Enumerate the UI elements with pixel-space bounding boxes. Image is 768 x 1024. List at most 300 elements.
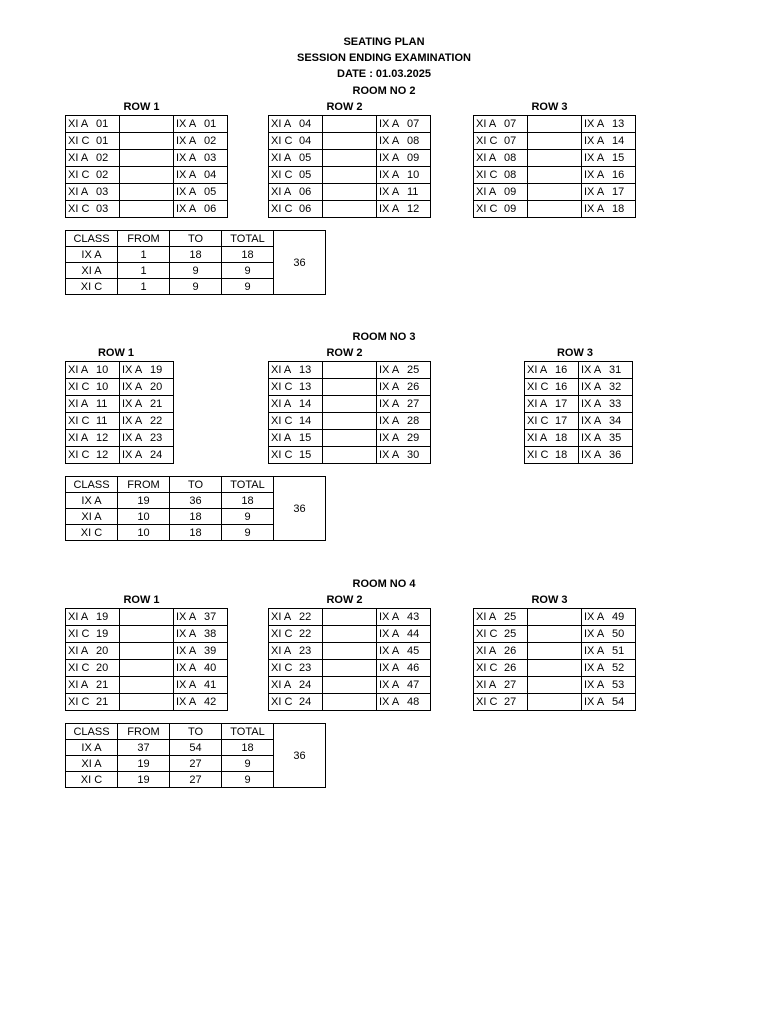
seat-cell (582, 677, 636, 694)
roll-number: 45 (407, 645, 420, 657)
seat-cell (174, 150, 228, 167)
class-code: IX A (379, 118, 400, 130)
seat-cell (269, 694, 323, 711)
summary-cell: XI C (66, 279, 118, 295)
class-code: IX A (379, 679, 400, 691)
seat-cell (377, 362, 431, 379)
seat-row (269, 660, 431, 677)
class-code: IX A (584, 169, 605, 181)
seat-row (269, 413, 431, 430)
summary-cell: 9 (222, 509, 274, 525)
seat-cell (377, 660, 431, 677)
row-label: ROW 3 (531, 594, 568, 606)
seat-row (474, 609, 636, 626)
seat-cell (66, 694, 120, 711)
empty-seat-cell (323, 660, 377, 677)
summary-cell: 9 (170, 263, 222, 279)
summary-header-cell: FROM (118, 724, 170, 740)
seat-cell (66, 643, 120, 660)
roll-number: 01 (204, 118, 217, 130)
seat-cell (66, 133, 120, 150)
roll-number: 20 (96, 645, 109, 657)
roll-number: 27 (407, 398, 420, 410)
class-code: XI C (527, 449, 549, 461)
roll-number: 03 (96, 186, 109, 198)
seat-row (525, 430, 633, 447)
roll-number: 18 (612, 203, 625, 215)
seat-cell (377, 116, 431, 133)
class-code: XI C (271, 381, 293, 393)
class-code: XI C (476, 135, 498, 147)
class-code: IX A (379, 662, 400, 674)
class-code: XI A (527, 364, 548, 376)
summary-cell: 18 (170, 247, 222, 263)
seat-cell (66, 396, 120, 413)
grand-total-cell: 36 (274, 724, 326, 788)
roll-number: 16 (555, 381, 568, 393)
class-code: XI C (68, 203, 90, 215)
roll-number: 10 (96, 381, 109, 393)
class-code: XI A (68, 611, 89, 623)
seat-cell (269, 660, 323, 677)
seat-table (65, 608, 228, 711)
seat-cell (269, 396, 323, 413)
roll-number: 19 (96, 628, 109, 640)
seat-cell (66, 116, 120, 133)
empty-seat-cell (120, 609, 174, 626)
seat-cell (269, 184, 323, 201)
seat-row (269, 430, 431, 447)
roll-number: 14 (299, 398, 312, 410)
seat-cell (377, 677, 431, 694)
roll-number: 09 (504, 203, 517, 215)
seat-row (269, 677, 431, 694)
document-title: SEATING PLAN (343, 36, 425, 48)
seat-row (269, 694, 431, 711)
roll-number: 06 (204, 203, 217, 215)
class-code: IX A (176, 203, 197, 215)
class-code: IX A (122, 381, 143, 393)
room-title: ROOM NO 3 (352, 331, 416, 343)
class-code: XI A (271, 152, 292, 164)
roll-number: 32 (609, 381, 622, 393)
class-code: IX A (584, 203, 605, 215)
seat-cell (66, 150, 120, 167)
seat-row (269, 643, 431, 660)
summary-cell: IX A (66, 493, 118, 509)
class-code: XI C (68, 662, 90, 674)
grand-total-cell: 36 (274, 477, 326, 541)
class-code: XI A (68, 152, 89, 164)
seat-row (269, 396, 431, 413)
roll-number: 26 (504, 662, 517, 674)
summary-header-row (66, 477, 326, 493)
seat-cell (66, 167, 120, 184)
seat-cell (66, 447, 120, 464)
class-code: XI A (476, 152, 497, 164)
summary-cell: IX A (66, 740, 118, 756)
seat-cell (582, 694, 636, 711)
class-code: XI C (527, 381, 549, 393)
seat-cell (269, 362, 323, 379)
class-code: XI A (271, 611, 292, 623)
class-code: XI C (68, 449, 90, 461)
empty-seat-cell (323, 396, 377, 413)
seat-cell (174, 201, 228, 218)
empty-seat-cell (120, 626, 174, 643)
empty-seat-cell (528, 643, 582, 660)
roll-number: 43 (407, 611, 420, 623)
row-label: ROW 2 (326, 594, 363, 606)
seat-cell (377, 201, 431, 218)
seat-row (66, 626, 228, 643)
roll-number: 13 (299, 381, 312, 393)
class-code: IX A (379, 432, 400, 444)
empty-seat-cell (120, 660, 174, 677)
class-code: IX A (379, 152, 400, 164)
roll-number: 07 (504, 118, 517, 130)
class-code: IX A (379, 364, 400, 376)
seat-cell (269, 379, 323, 396)
class-code: IX A (581, 398, 602, 410)
empty-seat-cell (323, 626, 377, 643)
class-code: XI C (271, 203, 293, 215)
class-code: XI C (476, 662, 498, 674)
seat-row (474, 167, 636, 184)
empty-seat-cell (528, 609, 582, 626)
roll-number: 23 (299, 645, 312, 657)
class-code: XI C (476, 169, 498, 181)
roll-number: 12 (96, 432, 109, 444)
class-code: IX A (584, 662, 605, 674)
roll-number: 12 (96, 449, 109, 461)
empty-seat-cell (323, 116, 377, 133)
seat-cell (474, 660, 528, 677)
roll-number: 15 (299, 432, 312, 444)
roll-number: 08 (504, 169, 517, 181)
empty-seat-cell (120, 116, 174, 133)
seat-cell (582, 116, 636, 133)
class-code: IX A (584, 611, 605, 623)
seat-cell (525, 396, 579, 413)
class-code: IX A (379, 645, 400, 657)
seat-cell (269, 609, 323, 626)
empty-seat-cell (528, 167, 582, 184)
seat-cell (174, 677, 228, 694)
seat-row (66, 201, 228, 218)
roll-number: 54 (612, 696, 625, 708)
seat-cell (474, 694, 528, 711)
class-code: XI C (476, 628, 498, 640)
seat-cell (120, 362, 174, 379)
roll-number: 10 (96, 364, 109, 376)
class-code: IX A (176, 645, 197, 657)
roll-number: 25 (504, 611, 517, 623)
seat-row (66, 660, 228, 677)
empty-seat-cell (323, 379, 377, 396)
roll-number: 07 (504, 135, 517, 147)
seat-cell (474, 643, 528, 660)
seat-row (269, 133, 431, 150)
empty-seat-cell (323, 362, 377, 379)
summary-cell: 54 (170, 740, 222, 756)
seat-cell (174, 694, 228, 711)
roll-number: 27 (504, 696, 517, 708)
seat-cell (174, 167, 228, 184)
seat-cell (582, 626, 636, 643)
class-code: XI A (68, 364, 89, 376)
seat-row (269, 116, 431, 133)
roll-number: 18 (555, 432, 568, 444)
class-code: XI A (68, 398, 89, 410)
class-code: XI A (476, 118, 497, 130)
summary-cell: 19 (118, 756, 170, 772)
seat-cell (120, 447, 174, 464)
class-code: XI A (476, 611, 497, 623)
class-code: IX A (176, 135, 197, 147)
seat-cell (377, 396, 431, 413)
seat-cell (474, 133, 528, 150)
seat-cell (174, 609, 228, 626)
summary-cell: XI C (66, 772, 118, 788)
empty-seat-cell (323, 201, 377, 218)
seat-row (474, 184, 636, 201)
seat-cell (525, 379, 579, 396)
class-code: XI C (271, 662, 293, 674)
roll-number: 16 (612, 169, 625, 181)
roll-number: 36 (609, 449, 622, 461)
roll-number: 20 (150, 381, 163, 393)
seat-cell (579, 396, 633, 413)
seat-row (474, 201, 636, 218)
empty-seat-cell (323, 167, 377, 184)
roll-number: 06 (299, 186, 312, 198)
seat-cell (474, 626, 528, 643)
seat-cell (582, 184, 636, 201)
seat-row (269, 150, 431, 167)
roll-number: 39 (204, 645, 217, 657)
summary-cell: 9 (222, 525, 274, 541)
seat-cell (269, 150, 323, 167)
empty-seat-cell (120, 201, 174, 218)
seat-cell (582, 201, 636, 218)
summary-cell: 19 (118, 493, 170, 509)
roll-number: 18 (555, 449, 568, 461)
roll-number: 23 (150, 432, 163, 444)
class-code: IX A (176, 679, 197, 691)
class-code: IX A (584, 152, 605, 164)
class-code: IX A (379, 415, 400, 427)
roll-number: 52 (612, 662, 625, 674)
summary-cell: 18 (170, 509, 222, 525)
class-code: XI C (271, 415, 293, 427)
seat-cell (377, 447, 431, 464)
seat-row (269, 626, 431, 643)
roll-number: 05 (299, 152, 312, 164)
summary-table (65, 476, 326, 541)
class-code: XI A (271, 118, 292, 130)
class-code: IX A (122, 364, 143, 376)
empty-seat-cell (323, 643, 377, 660)
seat-row (269, 609, 431, 626)
roll-number: 13 (299, 364, 312, 376)
class-code: IX A (176, 118, 197, 130)
class-code: IX A (379, 696, 400, 708)
seat-cell (269, 201, 323, 218)
roll-number: 17 (555, 398, 568, 410)
seat-cell (579, 362, 633, 379)
class-code: IX A (176, 152, 197, 164)
roll-number: 37 (204, 611, 217, 623)
seat-cell (582, 660, 636, 677)
seat-row (474, 150, 636, 167)
seat-cell (269, 133, 323, 150)
roll-number: 31 (609, 364, 622, 376)
empty-seat-cell (323, 447, 377, 464)
summary-cell: 19 (118, 772, 170, 788)
seat-table (268, 361, 431, 464)
seat-cell (66, 430, 120, 447)
class-code: XI C (476, 696, 498, 708)
roll-number: 23 (299, 662, 312, 674)
empty-seat-cell (528, 150, 582, 167)
summary-cell: XI C (66, 525, 118, 541)
roll-number: 24 (150, 449, 163, 461)
class-code: IX A (122, 432, 143, 444)
class-code: XI C (271, 696, 293, 708)
seat-cell (269, 626, 323, 643)
seat-row (66, 116, 228, 133)
class-code: IX A (379, 449, 400, 461)
seat-cell (579, 413, 633, 430)
class-code: XI A (68, 432, 89, 444)
seat-row (66, 167, 228, 184)
roll-number: 09 (504, 186, 517, 198)
roll-number: 14 (612, 135, 625, 147)
roll-number: 48 (407, 696, 420, 708)
empty-seat-cell (528, 116, 582, 133)
roll-number: 24 (299, 679, 312, 691)
roll-number: 17 (555, 415, 568, 427)
seat-cell (474, 201, 528, 218)
seat-cell (579, 447, 633, 464)
class-code: XI A (68, 645, 89, 657)
empty-seat-cell (120, 167, 174, 184)
exam-date: DATE : 01.03.2025 (337, 68, 431, 80)
summary-header-cell: TO (170, 477, 222, 493)
summary-cell: 18 (222, 493, 274, 509)
class-code: XI A (271, 432, 292, 444)
empty-seat-cell (323, 694, 377, 711)
roll-number: 49 (612, 611, 625, 623)
seat-cell (525, 362, 579, 379)
seat-cell (174, 660, 228, 677)
summary-header-cell: FROM (118, 231, 170, 247)
summary-table (65, 723, 326, 788)
summary-header-row (66, 231, 326, 247)
seat-cell (377, 694, 431, 711)
seat-row (474, 643, 636, 660)
class-code: IX A (379, 398, 400, 410)
seat-row (474, 660, 636, 677)
seat-row (66, 609, 228, 626)
row-label: ROW 1 (97, 347, 135, 359)
seat-row (525, 447, 633, 464)
summary-cell: 37 (118, 740, 170, 756)
seat-row (474, 116, 636, 133)
class-code: IX A (581, 449, 602, 461)
empty-seat-cell (528, 201, 582, 218)
roll-number: 04 (204, 169, 217, 181)
summary-cell: 9 (170, 279, 222, 295)
class-code: XI C (68, 696, 90, 708)
seat-cell (66, 660, 120, 677)
seat-cell (377, 184, 431, 201)
seat-row (474, 677, 636, 694)
roll-number: 42 (204, 696, 217, 708)
seat-row (525, 413, 633, 430)
seat-row (66, 694, 228, 711)
roll-number: 34 (609, 415, 622, 427)
roll-number: 10 (407, 169, 420, 181)
class-code: IX A (379, 611, 400, 623)
seat-table (473, 115, 636, 218)
class-code: XI A (476, 679, 497, 691)
seat-row (269, 362, 431, 379)
roll-number: 04 (299, 118, 312, 130)
roll-number: 21 (96, 679, 109, 691)
seat-cell (174, 133, 228, 150)
roll-number: 17 (612, 186, 625, 198)
seat-row (474, 133, 636, 150)
roll-number: 25 (407, 364, 420, 376)
seat-cell (269, 677, 323, 694)
seat-cell (377, 626, 431, 643)
roll-number: 22 (299, 611, 312, 623)
summary-cell: 18 (222, 247, 274, 263)
class-code: IX A (379, 186, 400, 198)
row-label: ROW 3 (531, 101, 568, 113)
class-code: XI C (68, 381, 90, 393)
roll-number: 21 (150, 398, 163, 410)
roll-number: 04 (299, 135, 312, 147)
seat-cell (120, 430, 174, 447)
class-code: IX A (379, 381, 400, 393)
class-code: XI A (68, 186, 89, 198)
seat-table (65, 115, 228, 218)
seat-cell (377, 430, 431, 447)
roll-number: 02 (96, 169, 109, 181)
class-code: IX A (584, 186, 605, 198)
roll-number: 24 (299, 696, 312, 708)
class-code: IX A (176, 611, 197, 623)
seat-cell (66, 379, 120, 396)
seat-table (268, 115, 431, 218)
summary-cell: 36 (170, 493, 222, 509)
class-code: XI A (476, 186, 497, 198)
seat-table (524, 361, 633, 464)
roll-number: 02 (96, 152, 109, 164)
seat-row (66, 184, 228, 201)
empty-seat-cell (120, 643, 174, 660)
seat-cell (269, 167, 323, 184)
roll-number: 35 (609, 432, 622, 444)
class-code: XI C (476, 203, 498, 215)
roll-number: 47 (407, 679, 420, 691)
roll-number: 40 (204, 662, 217, 674)
empty-seat-cell (120, 133, 174, 150)
seat-row (66, 643, 228, 660)
